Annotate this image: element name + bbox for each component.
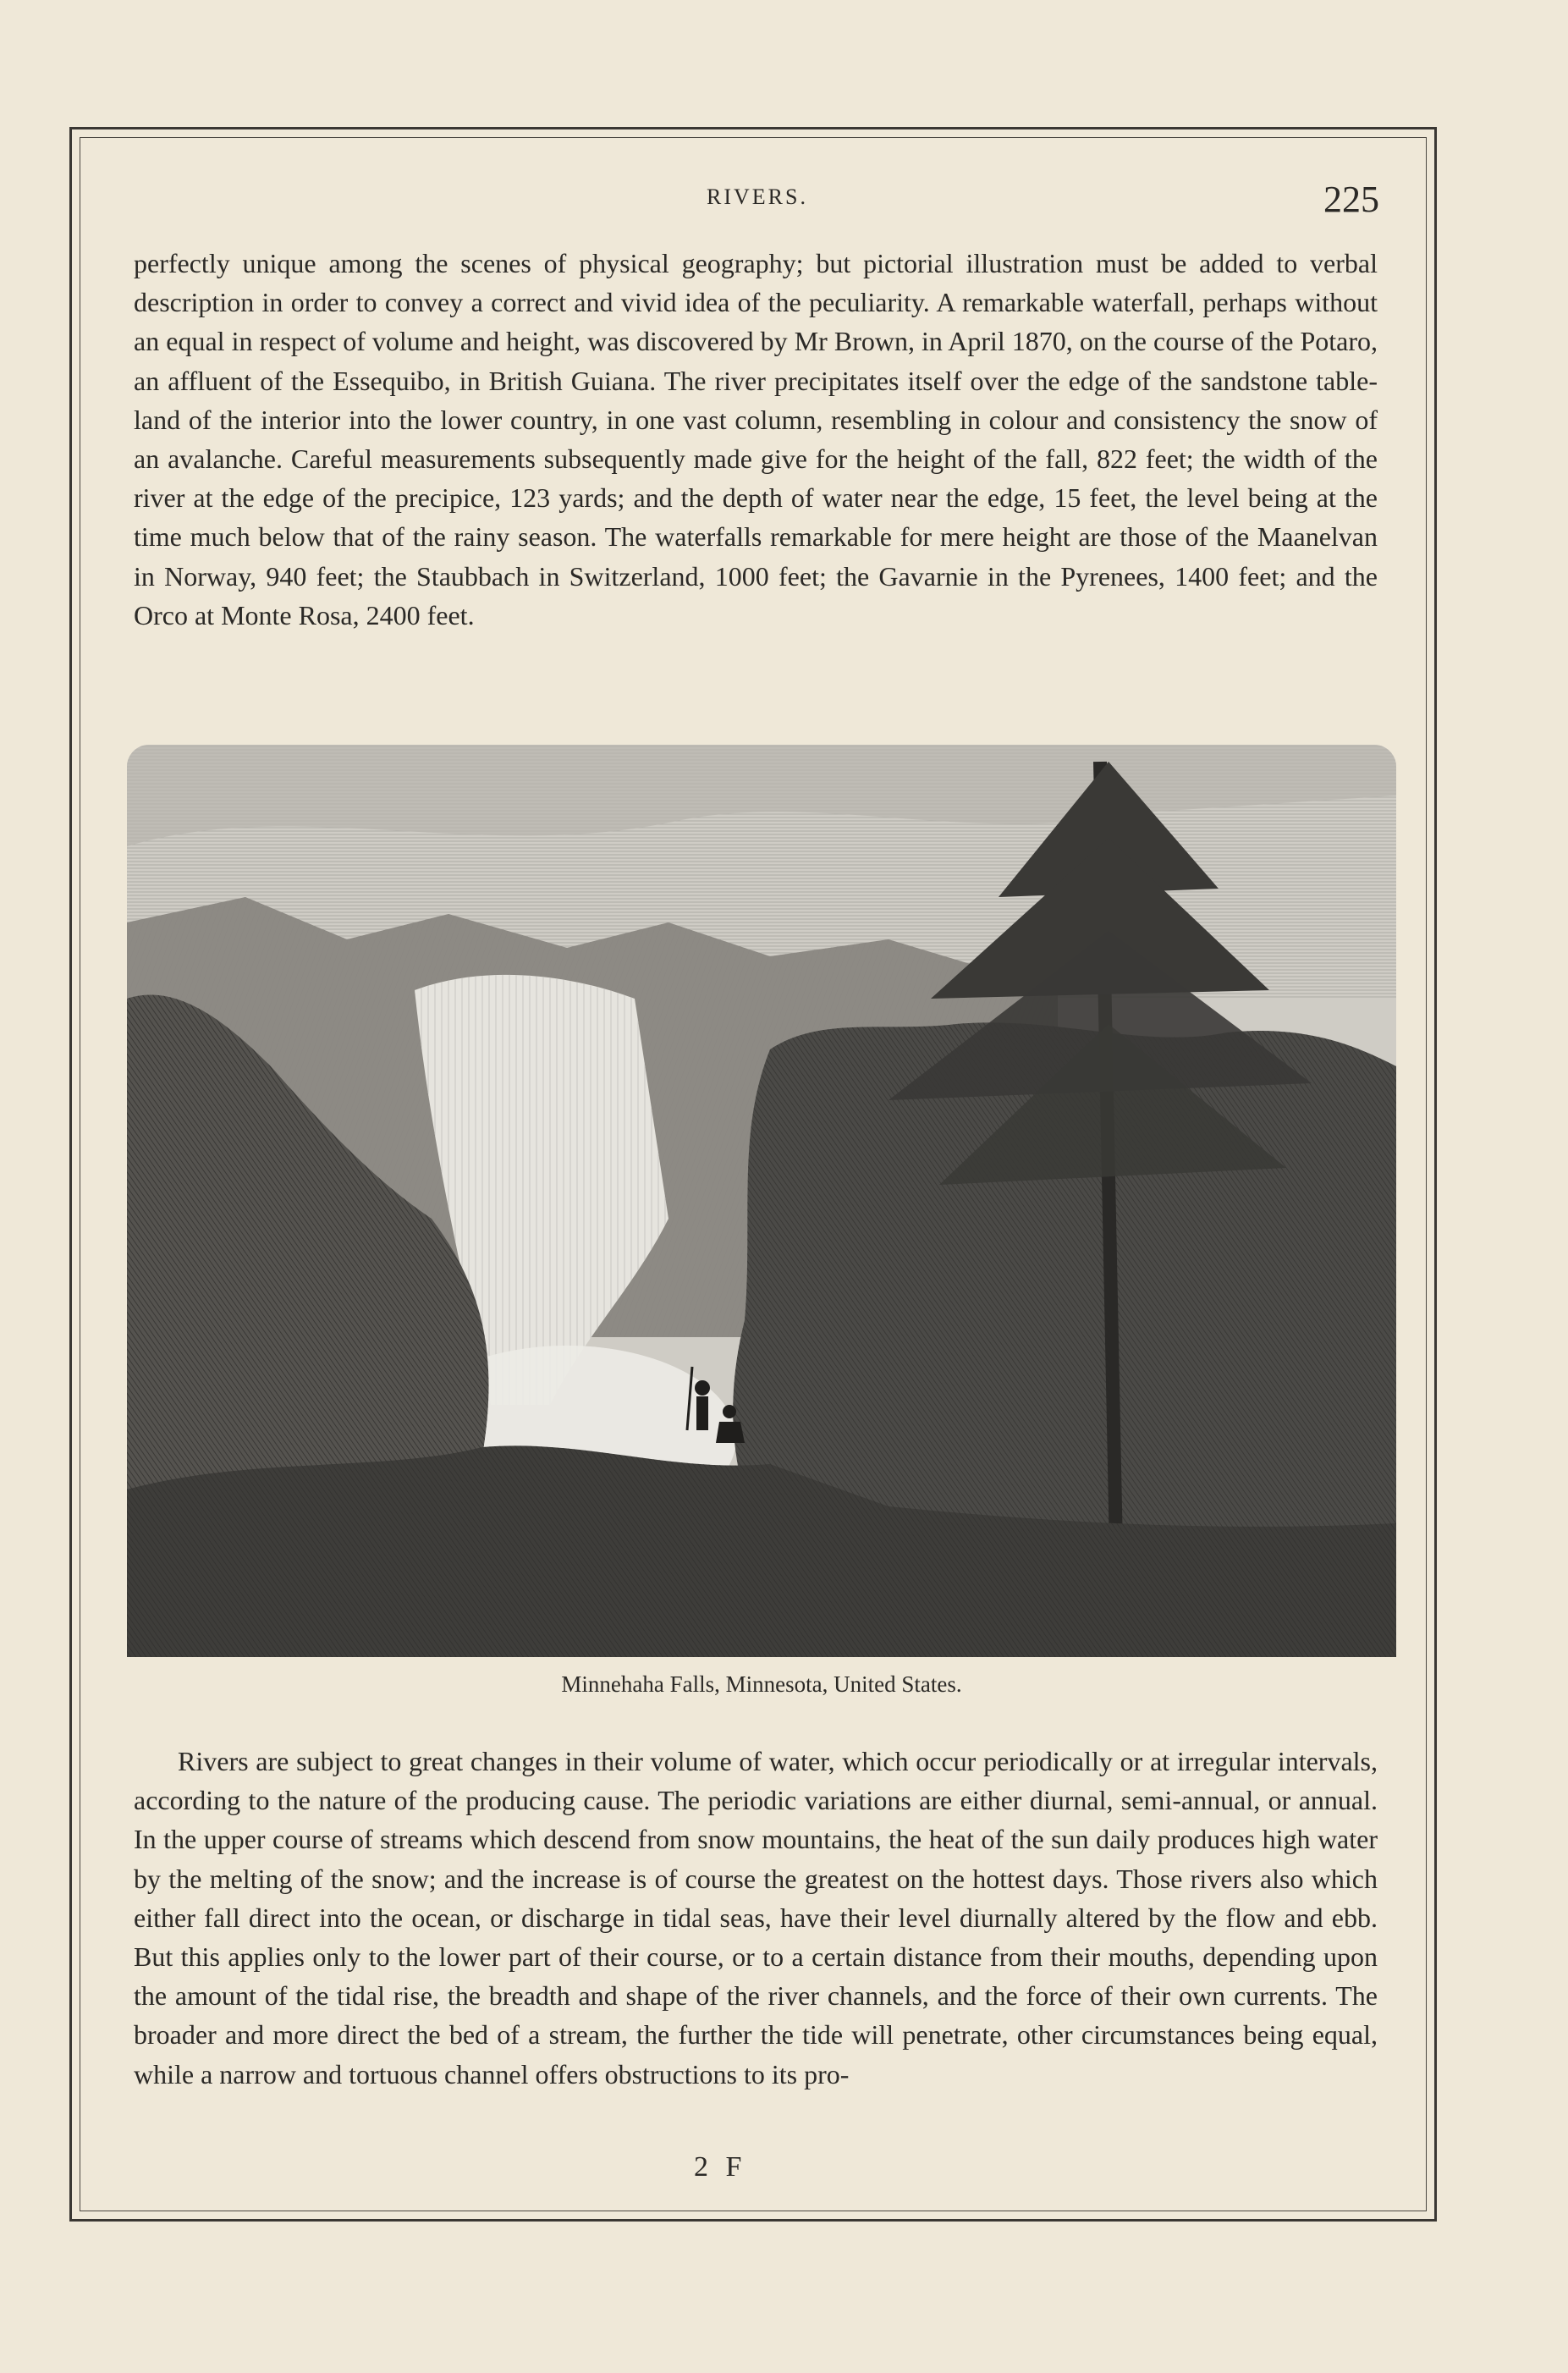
signature-mark: 2 F [694,2151,747,2183]
running-title: RIVERS. [707,184,808,209]
page-number: 225 [1323,179,1379,220]
figure-caption: Minnehaha Falls, Minnesota, United States. [561,1671,962,1697]
paragraph-2: Rivers are subject to great changes in their volume of water, which occur periodically or at irregular intervals, according to the nature of the producing cause. The periodic variations are either diurnal, semi-annual, or annual. In the upper course of streams which descend from snow mountains, the heat of the sun daily produces high water by the melting of the snow; and the increase is of course the greatest on the hottest days. Those rivers also which either fall direct into the ocean, or discharge in tidal seas, have their level diurnally altered by the flow and ebb. But this applies only to the lower part of their course, or to a certain distance from their mouths, depending upon the amount of the tidal rise, the breadth and shape of the river channels, and the force of their own currents. The broader and more direct the bed of a stream, the further the tide will penetrate, other circumstances being equal, while a narrow and tortuous channel offers obstructions to its pro- [134,1746,1378,2089]
running-head [135,178,1379,228]
waterfall-illustration [127,745,1396,1657]
paragraph-1: perfectly unique among the scenes of physical geography; but pictorial illustration must be added to verbal description in order to convey a correct and vivid idea of the peculiarity. A remarkable waterfall, perhaps without an equal in respect of volume and height, was discovered by Mr Brown, in April 1870, on the course of the Potaro, an affluent of the Essequibo, in British Guiana. The river precipitates itself over the edge of the sandstone table-land of the interior into the lower country, in one vast column, resembling in colour and consistency the snow of an avalanche. Careful measurements subsequently made give for the height of the fall, 822 feet; the width of the river at the edge of the precipice, 123 yards; and the depth of water near the edge, 15 feet, the level being at the time much below that of the rainy season. The waterfalls remarkable for mere height are those of the Maanelvan in Norway, 940 feet; the Staubbach in Switzerland, 1000 feet; the Gavarnie in the Pyrenees, 1400 feet; and the Orco at Monte Rosa, 2400 feet. [134,248,1378,630]
waterfall-engraving [127,745,1396,1657]
